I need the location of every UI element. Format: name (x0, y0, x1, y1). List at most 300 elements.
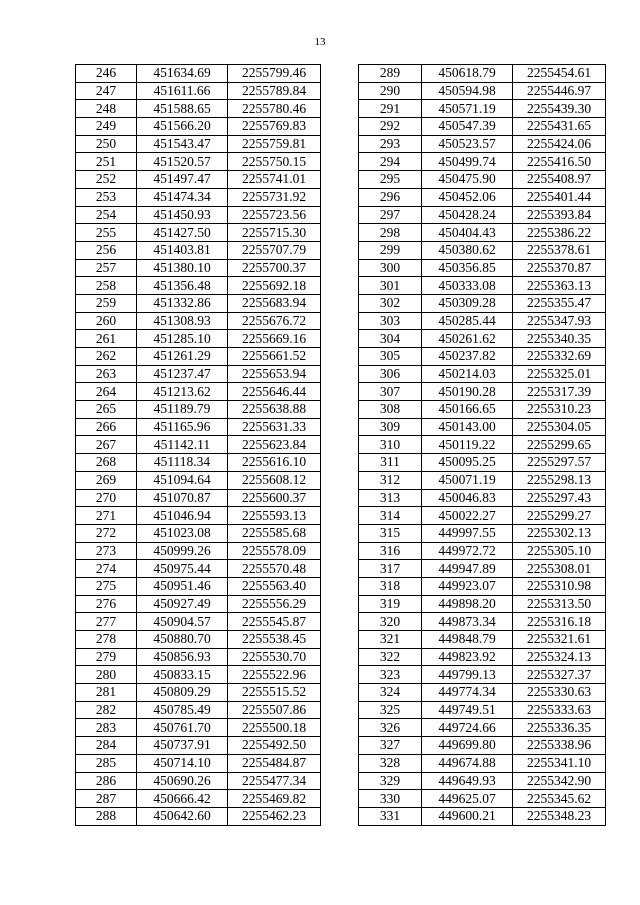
x-coordinate-cell: 450046.83 (422, 489, 513, 507)
table-row (359, 206, 606, 224)
y-coordinate-cell: 2255347.93 (513, 312, 606, 330)
point-number-cell: 280 (76, 666, 137, 684)
x-coordinate-cell: 450833.15 (137, 666, 228, 684)
y-coordinate-cell: 2255707.79 (228, 241, 321, 259)
point-number-cell: 268 (76, 454, 137, 472)
y-coordinate-cell: 2255348.23 (513, 807, 606, 825)
point-number-cell: 297 (359, 206, 422, 224)
x-coordinate-cell: 451308.93 (137, 312, 228, 330)
point-number-cell: 298 (359, 224, 422, 242)
point-number-cell: 257 (76, 259, 137, 277)
point-number-cell: 308 (359, 401, 422, 419)
point-number-cell: 266 (76, 418, 137, 436)
table-row (359, 666, 606, 684)
table-row (359, 754, 606, 772)
x-coordinate-cell: 450285.44 (422, 312, 513, 330)
x-coordinate-cell: 449997.55 (422, 524, 513, 542)
table-row (76, 454, 321, 472)
x-coordinate-cell: 450095.25 (422, 454, 513, 472)
table-row (359, 560, 606, 578)
point-number-cell: 254 (76, 206, 137, 224)
x-coordinate-cell: 451356.48 (137, 277, 228, 295)
table-row (76, 206, 321, 224)
point-number-cell: 311 (359, 454, 422, 472)
table-row (76, 577, 321, 595)
y-coordinate-cell: 2255623.84 (228, 436, 321, 454)
coordinates-table-left-body (76, 65, 321, 826)
x-coordinate-cell: 450119.22 (422, 436, 513, 454)
point-number-cell: 317 (359, 560, 422, 578)
y-coordinate-cell: 2255769.83 (228, 118, 321, 136)
table-row (76, 684, 321, 702)
table-row (359, 648, 606, 666)
point-number-cell: 263 (76, 365, 137, 383)
table-row (359, 82, 606, 100)
point-number-cell: 299 (359, 241, 422, 259)
point-number-cell: 270 (76, 489, 137, 507)
table-row (359, 135, 606, 153)
point-number-cell: 326 (359, 719, 422, 737)
point-number-cell: 307 (359, 383, 422, 401)
point-number-cell: 284 (76, 737, 137, 755)
y-coordinate-cell: 2255723.56 (228, 206, 321, 224)
y-coordinate-cell: 2255299.27 (513, 507, 606, 525)
point-number-cell: 327 (359, 737, 422, 755)
point-number-cell: 306 (359, 365, 422, 383)
y-coordinate-cell: 2255416.50 (513, 153, 606, 171)
y-coordinate-cell: 2255563.40 (228, 577, 321, 595)
point-number-cell: 277 (76, 613, 137, 631)
table-row (76, 348, 321, 366)
y-coordinate-cell: 2255600.37 (228, 489, 321, 507)
table-row (359, 418, 606, 436)
point-number-cell: 267 (76, 436, 137, 454)
y-coordinate-cell: 2255507.86 (228, 701, 321, 719)
table-row (76, 737, 321, 755)
coordinates-table-left (75, 64, 321, 826)
table-row (76, 772, 321, 790)
point-number-cell: 285 (76, 754, 137, 772)
y-coordinate-cell: 2255297.43 (513, 489, 606, 507)
y-coordinate-cell: 2255298.13 (513, 471, 606, 489)
point-number-cell: 246 (76, 65, 137, 83)
table-row (359, 330, 606, 348)
point-number-cell: 255 (76, 224, 137, 242)
y-coordinate-cell: 2255340.35 (513, 330, 606, 348)
y-coordinate-cell: 2255556.29 (228, 595, 321, 613)
point-number-cell: 253 (76, 188, 137, 206)
table-row (359, 542, 606, 560)
y-coordinate-cell: 2255378.61 (513, 241, 606, 259)
y-coordinate-cell: 2255332.69 (513, 348, 606, 366)
y-coordinate-cell: 2255302.13 (513, 524, 606, 542)
point-number-cell: 279 (76, 648, 137, 666)
table-row (359, 100, 606, 118)
x-coordinate-cell: 450714.10 (137, 754, 228, 772)
table-row (359, 259, 606, 277)
table-row (359, 613, 606, 631)
point-number-cell: 271 (76, 507, 137, 525)
y-coordinate-cell: 2255492.50 (228, 737, 321, 755)
x-coordinate-cell: 450571.19 (422, 100, 513, 118)
y-coordinate-cell: 2255676.72 (228, 312, 321, 330)
y-coordinate-cell: 2255692.18 (228, 277, 321, 295)
x-coordinate-cell: 451046.94 (137, 507, 228, 525)
table-row (76, 790, 321, 808)
x-coordinate-cell: 450904.57 (137, 613, 228, 631)
point-number-cell: 269 (76, 471, 137, 489)
x-coordinate-cell: 451634.69 (137, 65, 228, 83)
y-coordinate-cell: 2255355.47 (513, 294, 606, 312)
point-number-cell: 325 (359, 701, 422, 719)
x-coordinate-cell: 449774.34 (422, 684, 513, 702)
y-coordinate-cell: 2255538.45 (228, 631, 321, 649)
y-coordinate-cell: 2255522.96 (228, 666, 321, 684)
table-row (359, 153, 606, 171)
table-row (359, 65, 606, 83)
table-row (76, 595, 321, 613)
table-row (359, 524, 606, 542)
x-coordinate-cell: 450475.90 (422, 171, 513, 189)
table-row (359, 719, 606, 737)
point-number-cell: 249 (76, 118, 137, 136)
point-number-cell: 309 (359, 418, 422, 436)
y-coordinate-cell: 2255750.15 (228, 153, 321, 171)
x-coordinate-cell: 450237.82 (422, 348, 513, 366)
y-coordinate-cell: 2255585.68 (228, 524, 321, 542)
y-coordinate-cell: 2255741.01 (228, 171, 321, 189)
y-coordinate-cell: 2255789.84 (228, 82, 321, 100)
x-coordinate-cell: 449799.13 (422, 666, 513, 684)
point-number-cell: 295 (359, 171, 422, 189)
point-number-cell: 258 (76, 277, 137, 295)
x-coordinate-cell: 450999.26 (137, 542, 228, 560)
table-row (359, 737, 606, 755)
y-coordinate-cell: 2255631.33 (228, 418, 321, 436)
x-coordinate-cell: 450190.28 (422, 383, 513, 401)
point-number-cell: 304 (359, 330, 422, 348)
x-coordinate-cell: 451142.11 (137, 436, 228, 454)
table-row (359, 807, 606, 825)
table-row (359, 401, 606, 419)
y-coordinate-cell: 2255313.50 (513, 595, 606, 613)
x-coordinate-cell: 451611.66 (137, 82, 228, 100)
point-number-cell: 260 (76, 312, 137, 330)
table-row (76, 153, 321, 171)
y-coordinate-cell: 2255731.92 (228, 188, 321, 206)
point-number-cell: 328 (359, 754, 422, 772)
y-coordinate-cell: 2255799.46 (228, 65, 321, 83)
point-number-cell: 256 (76, 241, 137, 259)
y-coordinate-cell: 2255646.44 (228, 383, 321, 401)
y-coordinate-cell: 2255715.30 (228, 224, 321, 242)
table-row (359, 171, 606, 189)
x-coordinate-cell: 450618.79 (422, 65, 513, 83)
x-coordinate-cell: 450333.08 (422, 277, 513, 295)
y-coordinate-cell: 2255316.18 (513, 613, 606, 631)
y-coordinate-cell: 2255500.18 (228, 719, 321, 737)
x-coordinate-cell: 451237.47 (137, 365, 228, 383)
y-coordinate-cell: 2255454.61 (513, 65, 606, 83)
y-coordinate-cell: 2255700.37 (228, 259, 321, 277)
table-row (359, 631, 606, 649)
point-number-cell: 265 (76, 401, 137, 419)
table-row (76, 754, 321, 772)
x-coordinate-cell: 449848.79 (422, 631, 513, 649)
table-row (359, 383, 606, 401)
table-row (76, 241, 321, 259)
table-row (359, 348, 606, 366)
point-number-cell: 273 (76, 542, 137, 560)
x-coordinate-cell: 449699.80 (422, 737, 513, 755)
y-coordinate-cell: 2255310.98 (513, 577, 606, 595)
table-row (359, 294, 606, 312)
x-coordinate-cell: 451023.08 (137, 524, 228, 542)
y-coordinate-cell: 2255469.82 (228, 790, 321, 808)
point-number-cell: 288 (76, 807, 137, 825)
table-row (76, 542, 321, 560)
point-number-cell: 292 (359, 118, 422, 136)
point-number-cell: 315 (359, 524, 422, 542)
point-number-cell: 264 (76, 383, 137, 401)
table-row (76, 648, 321, 666)
table-row (76, 330, 321, 348)
x-coordinate-cell: 450166.65 (422, 401, 513, 419)
table-row (359, 365, 606, 383)
y-coordinate-cell: 2255578.09 (228, 542, 321, 560)
table-row (359, 471, 606, 489)
table-row (359, 489, 606, 507)
x-coordinate-cell: 451213.62 (137, 383, 228, 401)
x-coordinate-cell: 451474.34 (137, 188, 228, 206)
point-number-cell: 313 (359, 489, 422, 507)
x-coordinate-cell: 450737.91 (137, 737, 228, 755)
table-row (359, 436, 606, 454)
x-coordinate-cell: 449873.34 (422, 613, 513, 631)
x-coordinate-cell: 450428.24 (422, 206, 513, 224)
point-number-cell: 289 (359, 65, 422, 83)
point-number-cell: 329 (359, 772, 422, 790)
y-coordinate-cell: 2255446.97 (513, 82, 606, 100)
table-row (76, 365, 321, 383)
y-coordinate-cell: 2255345.62 (513, 790, 606, 808)
x-coordinate-cell: 451165.96 (137, 418, 228, 436)
y-coordinate-cell: 2255333.63 (513, 701, 606, 719)
table-row (76, 312, 321, 330)
point-number-cell: 323 (359, 666, 422, 684)
point-number-cell: 324 (359, 684, 422, 702)
table-row (76, 507, 321, 525)
y-coordinate-cell: 2255341.10 (513, 754, 606, 772)
point-number-cell: 319 (359, 595, 422, 613)
table-row (76, 631, 321, 649)
table-row (359, 772, 606, 790)
point-number-cell: 283 (76, 719, 137, 737)
coordinates-table-right (358, 64, 606, 826)
x-coordinate-cell: 451285.10 (137, 330, 228, 348)
x-coordinate-cell: 450975.44 (137, 560, 228, 578)
y-coordinate-cell: 2255683.94 (228, 294, 321, 312)
point-number-cell: 291 (359, 100, 422, 118)
y-coordinate-cell: 2255342.90 (513, 772, 606, 790)
point-number-cell: 320 (359, 613, 422, 631)
table-row (76, 188, 321, 206)
table-row (76, 666, 321, 684)
table-row (76, 436, 321, 454)
table-row (359, 118, 606, 136)
point-number-cell: 248 (76, 100, 137, 118)
table-row (359, 312, 606, 330)
table-row (76, 418, 321, 436)
point-number-cell: 300 (359, 259, 422, 277)
x-coordinate-cell: 450022.27 (422, 507, 513, 525)
x-coordinate-cell: 451403.81 (137, 241, 228, 259)
x-coordinate-cell: 449600.21 (422, 807, 513, 825)
point-number-cell: 262 (76, 348, 137, 366)
x-coordinate-cell: 449625.07 (422, 790, 513, 808)
x-coordinate-cell: 449947.89 (422, 560, 513, 578)
x-coordinate-cell: 450404.43 (422, 224, 513, 242)
y-coordinate-cell: 2255424.06 (513, 135, 606, 153)
y-coordinate-cell: 2255327.37 (513, 666, 606, 684)
table-row (359, 454, 606, 472)
point-number-cell: 247 (76, 82, 137, 100)
point-number-cell: 321 (359, 631, 422, 649)
x-coordinate-cell: 450666.42 (137, 790, 228, 808)
x-coordinate-cell: 450071.19 (422, 471, 513, 489)
x-coordinate-cell: 450880.70 (137, 631, 228, 649)
y-coordinate-cell: 2255439.30 (513, 100, 606, 118)
x-coordinate-cell: 449898.20 (422, 595, 513, 613)
x-coordinate-cell: 450261.62 (422, 330, 513, 348)
table-row (359, 790, 606, 808)
x-coordinate-cell: 451588.65 (137, 100, 228, 118)
y-coordinate-cell: 2255393.84 (513, 206, 606, 224)
x-coordinate-cell: 450761.70 (137, 719, 228, 737)
y-coordinate-cell: 2255477.34 (228, 772, 321, 790)
y-coordinate-cell: 2255370.87 (513, 259, 606, 277)
x-coordinate-cell: 451450.93 (137, 206, 228, 224)
table-row (76, 613, 321, 631)
table-row (76, 82, 321, 100)
x-coordinate-cell: 451427.50 (137, 224, 228, 242)
x-coordinate-cell: 451332.86 (137, 294, 228, 312)
point-number-cell: 274 (76, 560, 137, 578)
point-number-cell: 310 (359, 436, 422, 454)
y-coordinate-cell: 2255669.16 (228, 330, 321, 348)
table-row (359, 507, 606, 525)
x-coordinate-cell: 451543.47 (137, 135, 228, 153)
y-coordinate-cell: 2255780.46 (228, 100, 321, 118)
point-number-cell: 251 (76, 153, 137, 171)
x-coordinate-cell: 451118.34 (137, 454, 228, 472)
table-row (359, 701, 606, 719)
x-coordinate-cell: 450927.49 (137, 595, 228, 613)
y-coordinate-cell: 2255638.88 (228, 401, 321, 419)
y-coordinate-cell: 2255336.35 (513, 719, 606, 737)
table-row (76, 383, 321, 401)
point-number-cell: 305 (359, 348, 422, 366)
y-coordinate-cell: 2255308.01 (513, 560, 606, 578)
x-coordinate-cell: 450547.39 (422, 118, 513, 136)
x-coordinate-cell: 450785.49 (137, 701, 228, 719)
point-number-cell: 252 (76, 171, 137, 189)
y-coordinate-cell: 2255317.39 (513, 383, 606, 401)
x-coordinate-cell: 449749.51 (422, 701, 513, 719)
y-coordinate-cell: 2255545.87 (228, 613, 321, 631)
point-number-cell: 287 (76, 790, 137, 808)
x-coordinate-cell: 450594.98 (422, 82, 513, 100)
y-coordinate-cell: 2255661.52 (228, 348, 321, 366)
y-coordinate-cell: 2255325.01 (513, 365, 606, 383)
y-coordinate-cell: 2255363.13 (513, 277, 606, 295)
point-number-cell: 296 (359, 188, 422, 206)
x-coordinate-cell: 450214.03 (422, 365, 513, 383)
page-number: 13 (314, 36, 326, 48)
y-coordinate-cell: 2255297.57 (513, 454, 606, 472)
point-number-cell: 331 (359, 807, 422, 825)
x-coordinate-cell: 449649.93 (422, 772, 513, 790)
point-number-cell: 330 (359, 790, 422, 808)
table-row (76, 171, 321, 189)
x-coordinate-cell: 449972.72 (422, 542, 513, 560)
x-coordinate-cell: 450380.62 (422, 241, 513, 259)
y-coordinate-cell: 2255431.65 (513, 118, 606, 136)
y-coordinate-cell: 2255338.96 (513, 737, 606, 755)
table-row (76, 524, 321, 542)
x-coordinate-cell: 449823.92 (422, 648, 513, 666)
x-coordinate-cell: 450499.74 (422, 153, 513, 171)
table-row (76, 719, 321, 737)
table-row (76, 100, 321, 118)
table-row (76, 135, 321, 153)
point-number-cell: 281 (76, 684, 137, 702)
point-number-cell: 250 (76, 135, 137, 153)
y-coordinate-cell: 2255304.05 (513, 418, 606, 436)
point-number-cell: 294 (359, 153, 422, 171)
y-coordinate-cell: 2255515.52 (228, 684, 321, 702)
table-row (359, 224, 606, 242)
table-row (76, 701, 321, 719)
x-coordinate-cell: 450143.00 (422, 418, 513, 436)
x-coordinate-cell: 450809.29 (137, 684, 228, 702)
x-coordinate-cell: 451566.20 (137, 118, 228, 136)
x-coordinate-cell: 450642.60 (137, 807, 228, 825)
point-number-cell: 282 (76, 701, 137, 719)
table-row (76, 224, 321, 242)
table-row (76, 560, 321, 578)
point-number-cell: 314 (359, 507, 422, 525)
point-number-cell: 278 (76, 631, 137, 649)
y-coordinate-cell: 2255608.12 (228, 471, 321, 489)
table-row (76, 807, 321, 825)
x-coordinate-cell: 451094.64 (137, 471, 228, 489)
y-coordinate-cell: 2255530.70 (228, 648, 321, 666)
y-coordinate-cell: 2255462.23 (228, 807, 321, 825)
point-number-cell: 290 (359, 82, 422, 100)
table-row (76, 401, 321, 419)
point-number-cell: 275 (76, 577, 137, 595)
y-coordinate-cell: 2255401.44 (513, 188, 606, 206)
table-row (359, 577, 606, 595)
table-row (76, 259, 321, 277)
y-coordinate-cell: 2255570.48 (228, 560, 321, 578)
x-coordinate-cell: 451070.87 (137, 489, 228, 507)
x-coordinate-cell: 451189.79 (137, 401, 228, 419)
y-coordinate-cell: 2255310.23 (513, 401, 606, 419)
point-number-cell: 276 (76, 595, 137, 613)
y-coordinate-cell: 2255616.10 (228, 454, 321, 472)
